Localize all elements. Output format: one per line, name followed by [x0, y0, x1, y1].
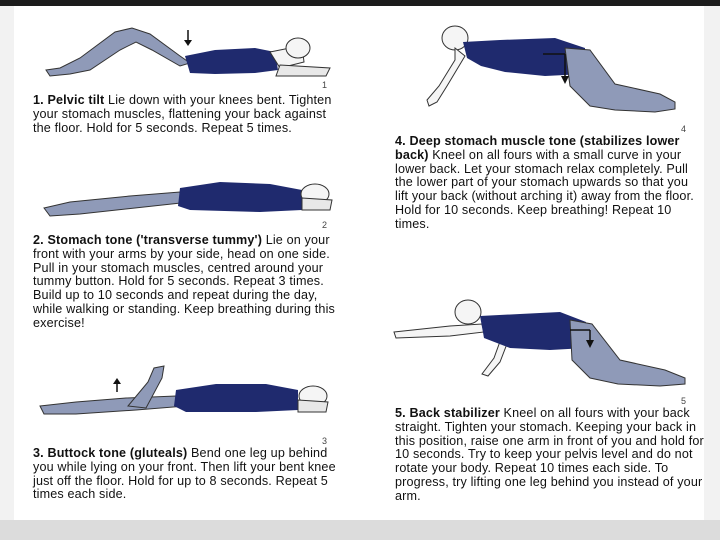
- exercise-4-text: [395, 135, 700, 232]
- exercise-3-number: 3: [322, 436, 328, 446]
- exercise-4-body: Kneel on all fours with a small curve in your lower back. Let your stomach relax completely. Pull the lower part of your stomach upwards so that you lift your back (without arching it) away from the floor. Hold for 10 seconds. Keep breathing! Repeat 10 times.: [395, 147, 694, 231]
- exercise-1-title: 1. Pelvic tilt: [33, 93, 105, 107]
- exercise-5-number: 5: [681, 396, 687, 406]
- exercise-2-title: 2. Stomach tone ('transverse tummy'): [33, 233, 263, 247]
- deep-stomach-illustration: [425, 14, 690, 119]
- exercise-1-body: Lie down with your knees bent. Tighten your stomach muscles, flattening your back against the floor. Hold for 5 seconds. Repeat 5 times.: [33, 93, 332, 135]
- exercise-2-text: [33, 234, 343, 331]
- exercise-2-body: Lie on your front with your arms by your side, head on one side. Pull in your stomach muscles, centred around your tummy button. Hold for 5 seconds. Repeat 3 times. Build up to 10 seconds and repeat during the day, while walking or standing. Keep breathing during this exercise!: [33, 233, 335, 330]
- back-stabilizer-illustration: [390, 290, 695, 385]
- exercise-5-text: [395, 407, 705, 504]
- buttock-tone-illustration: [36, 362, 336, 424]
- stomach-tone-illustration: [40, 180, 330, 220]
- exercise-4-title: 4. Deep stomach muscle tone (stabilizes lower back): [395, 134, 680, 162]
- exercise-3-text: [33, 447, 343, 502]
- exercise-4-number: 4: [681, 124, 687, 134]
- left-margin: [0, 0, 14, 540]
- exercise-5-title: 5. Back stabilizer: [395, 406, 500, 420]
- pelvic-tilt-illustration: [40, 18, 340, 83]
- exercise-3-body: Bend one leg up behind you while lying on your front. Then lift your bent knee just off the floor. Hold for up to 8 seconds. Repeat 5 times each side.: [33, 446, 336, 502]
- exercise-1-text: [33, 94, 333, 135]
- bottom-strip: [0, 520, 720, 540]
- right-margin: [704, 0, 720, 540]
- exercise-1-number: 1: [322, 80, 328, 90]
- exercise-2-number: 2: [322, 220, 328, 230]
- exercise-3-title: 3. Buttock tone (gluteals): [33, 446, 188, 460]
- exercise-5-body: Kneel on all fours with your back straight. Tighten your stomach. Keeping your back in this position, raise one arm in front of you and hold for 10 seconds. Try to keep your pelvis level and do not rotate your body. Repeat 10 times each side. To progress, try lifting one leg behind you instead of your arm.: [395, 406, 704, 503]
